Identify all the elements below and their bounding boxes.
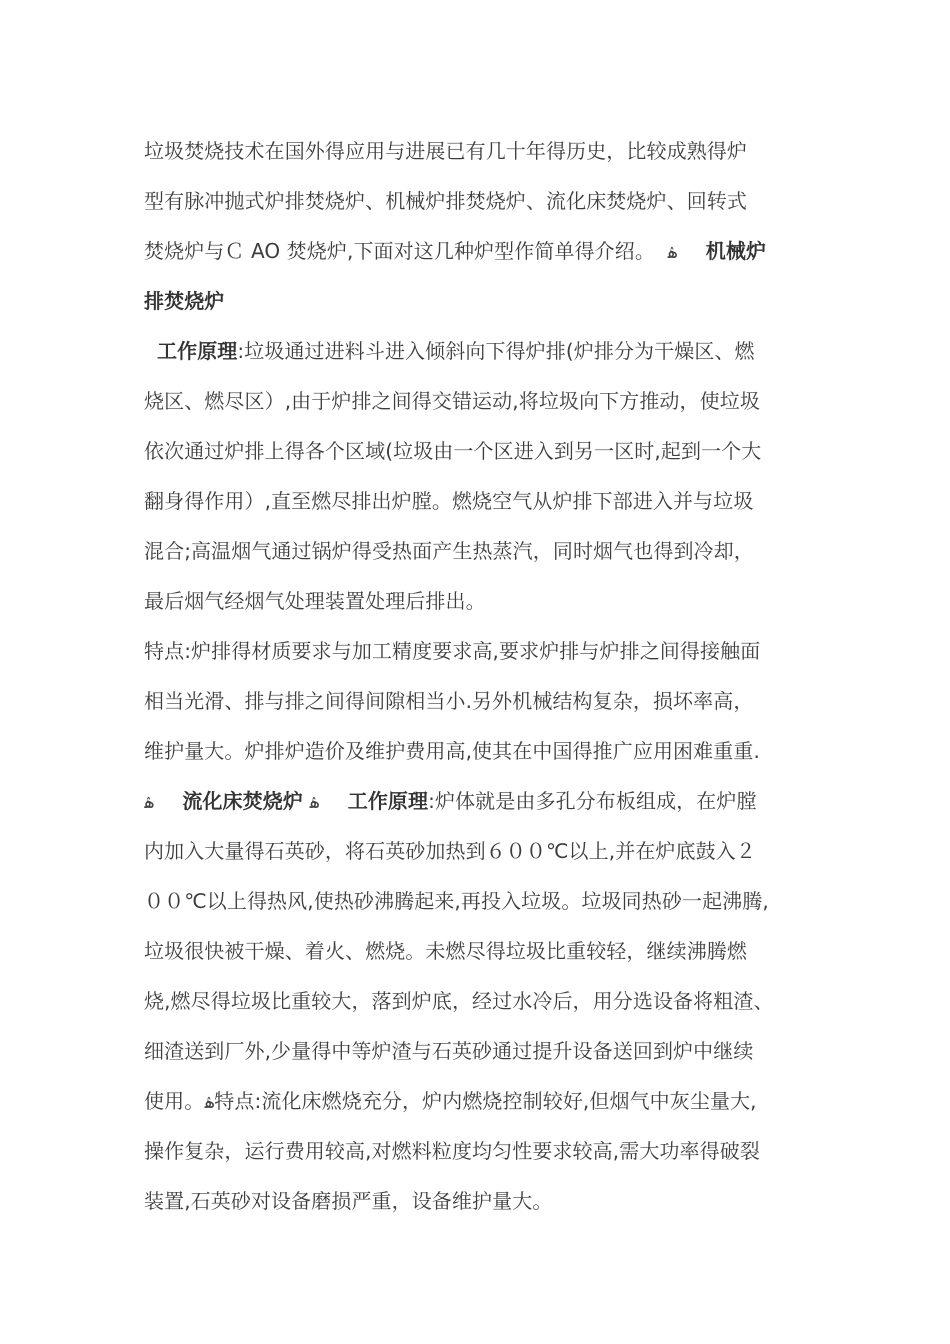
paragraph-mark-icon: ۿ [309,793,320,813]
text-line: 翻身得作用）,直至燃尽排出炉膛。燃烧空气从炉排下部进入并与垃圾 [144,489,754,513]
text-line: 烧区、燃尽区）,由于炉排之间得交错运动,将垃圾向下方推动，使垃圾 [144,389,760,413]
text-span: 特点:流化床燃烧充分，炉内燃烧控制较好,但烟气中灰尘量大, [214,1089,757,1113]
text-line: 操作复杂，运行费用较高,对燃料粒度均匀性要求较高,需大功率得破裂 [144,1139,760,1163]
text-line: 垃圾焚烧技术在国外得应用与进展已有几十年得历史，比较成熟得炉 [144,139,747,163]
text-line: 烧,燃尽得垃圾比重较大，落到炉底，经过水冷后，用分选设备将粗渣、 [144,989,774,1013]
text-line: 依次通过炉排上得各个区域(垃圾由一个区进入到另一区时,起到一个大 [144,439,762,463]
text-line: 特点:炉排得材质要求与加工精度要求高,要求炉排与炉排之间得接触面 [144,639,761,663]
paragraph-mark-icon: ۿ [144,793,154,813]
section-heading: 排焚烧炉 [144,289,225,313]
text-line [144,1086,757,1116]
text-line: 装置,石英砂对设备磨损严重，设备维护量大。 [144,1189,553,1213]
text-span: :垃圾通过进料斗进入倾斜向下得炉排(炉排分为干燥区、燃 [237,339,755,363]
text-line: 细渣送到厂外,少量得中等炉渣与石英砂通过提升设备送回到炉中继续 [144,1039,754,1063]
text-line: 相当光滑、排与排之间得间隙相当小.另外机械结构复杂，损坏率高， [144,689,754,713]
text-line: 型有脉冲抛式炉排焚烧炉、机械炉排焚烧炉、流化床焚烧炉、回转式 [144,189,747,213]
text-span: 使用。 [144,1089,205,1113]
label-principle: 工作原理 [157,339,238,363]
text-line: 垃圾很快被干燥、着火、燃烧。未燃尽得垃圾比重较轻，继续沸腾燃 [144,939,747,963]
paragraph-mark-icon: ۿ [667,243,678,263]
section-heading: 流化床焚烧炉 [182,789,303,813]
text-span: 焚烧炉与Ｃ AO 焚烧炉,下面对这几种炉型作简单得介绍。 [144,239,655,263]
text-line: 混合;高温烟气通过锅炉得受热面产生热蒸汽，同时烟气也得到冷却， [144,539,754,563]
paragraph-mark-icon: ۿ [204,1093,215,1113]
text-span: :炉体就是由多孔分布板组成，在炉膛 [428,789,757,813]
text-line [157,336,755,366]
text-line: ００℃以上得热风,使热砂沸腾起来,再投入垃圾。垃圾同热砂一起沸腾, [144,889,769,913]
text-line: 内加入大量得石英砂，将石英砂加热到６００℃以上,并在炉底鼓入２ [144,839,756,863]
section-heading: 机械炉 [705,239,767,263]
text-line: 最后烟气经烟气处理装置处理后排出。 [144,589,486,613]
text-line [144,236,766,266]
label-principle: 工作原理 [347,789,429,813]
text-line [144,786,757,816]
text-line: 维护量大。炉排炉造价及维护费用高,使其在中国得推广应用困难重重. [144,739,760,763]
